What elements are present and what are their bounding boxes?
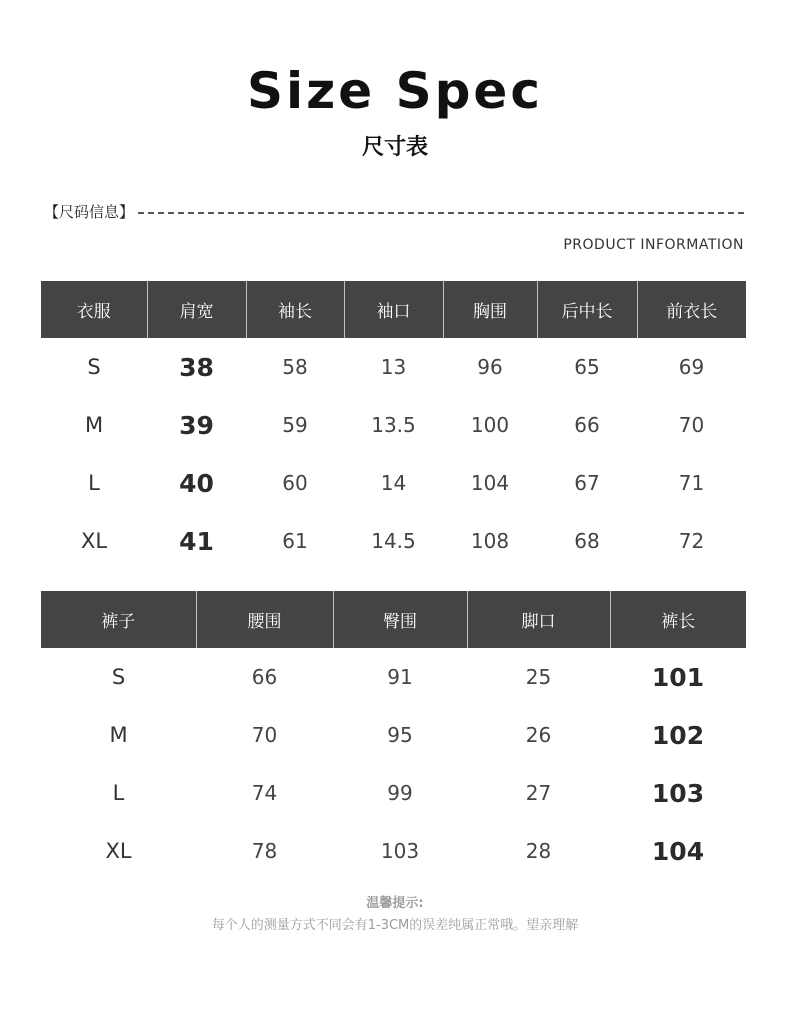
value-cell: 13 (380, 355, 407, 379)
value-cell: 66 (251, 665, 278, 689)
value-cell: 41 (179, 526, 214, 556)
header-cell: 胸围 (443, 281, 537, 338)
table-row (41, 396, 746, 454)
bottom-size-table (41, 591, 746, 880)
value-cell: 72 (678, 529, 705, 553)
table-row (41, 454, 746, 512)
value-cell: 69 (678, 355, 705, 379)
size-cell: L (88, 471, 100, 495)
header-cell: 肩宽 (147, 281, 246, 338)
header-cell: 臀围 (333, 591, 467, 648)
value-cell: 95 (387, 723, 413, 747)
value-cell: 99 (387, 781, 413, 805)
info-label: 【尺码信息】 (44, 202, 135, 221)
size-cell: M (109, 723, 128, 747)
header-cell: 后中长 (537, 281, 637, 338)
value-cell: 68 (574, 529, 600, 553)
value-cell: 96 (477, 355, 503, 379)
value-cell: 14.5 (371, 529, 416, 553)
value-cell: 103 (651, 778, 705, 808)
value-cell: 71 (678, 471, 705, 495)
size-cell: XL (105, 839, 132, 863)
value-cell: 65 (574, 355, 600, 379)
value-cell: 13.5 (371, 413, 416, 437)
value-cell: 91 (387, 665, 413, 689)
table-row (41, 338, 746, 396)
value-cell: 100 (470, 413, 510, 437)
size-cell: M (84, 413, 104, 437)
value-cell: 27 (525, 781, 552, 805)
header-cell: 裤子 (41, 591, 196, 648)
value-cell: 28 (525, 839, 552, 863)
header-cell: 裤长 (610, 591, 746, 648)
value-cell: 104 (470, 471, 510, 495)
header-cell: 前衣长 (637, 281, 746, 338)
value-cell: 67 (574, 471, 600, 495)
header-cell: 衣服 (41, 281, 147, 338)
header-cell: 腰围 (196, 591, 333, 648)
table-row (41, 764, 746, 822)
table-header-row (41, 591, 746, 648)
value-cell: 59 (282, 413, 308, 437)
header-cell: 袖长 (246, 281, 344, 338)
product-information-label: PRODUCT INFORMATION (563, 237, 744, 253)
size-cell: L (112, 781, 125, 805)
table-row (41, 512, 746, 570)
page-subtitle: 尺寸表 (361, 135, 428, 160)
value-cell: 103 (380, 839, 420, 863)
tip-title: 温馨提示: (366, 896, 424, 911)
size-cell: S (111, 665, 126, 689)
value-cell: 70 (678, 413, 705, 437)
value-cell: 61 (282, 529, 308, 553)
info-header (44, 200, 744, 222)
page-title: Size Spec (247, 62, 543, 120)
table-row (41, 822, 746, 880)
value-cell: 38 (179, 352, 214, 382)
value-cell: 70 (251, 723, 278, 747)
value-cell: 78 (251, 839, 278, 863)
table-row (41, 648, 746, 706)
dashed-divider (138, 212, 744, 214)
value-cell: 108 (470, 529, 510, 553)
value-cell: 14 (380, 471, 407, 495)
value-cell: 25 (525, 665, 552, 689)
table-row (41, 706, 746, 764)
value-cell: 74 (251, 781, 278, 805)
header-cell: 脚口 (467, 591, 610, 648)
value-cell: 58 (282, 355, 308, 379)
value-cell: 66 (574, 413, 600, 437)
size-cell: S (87, 355, 101, 379)
value-cell: 60 (282, 471, 308, 495)
top-size-table (41, 281, 746, 570)
header-cell: 袖口 (344, 281, 443, 338)
value-cell: 39 (179, 410, 214, 440)
value-cell: 40 (179, 468, 214, 498)
tip-text: 每个人的测量方式不同会有1-3CM的误差纯属正常哦。望亲理解 (211, 918, 579, 933)
value-cell: 102 (651, 720, 705, 750)
table-header-row (41, 281, 746, 338)
value-cell: 26 (525, 723, 552, 747)
value-cell: 101 (651, 662, 705, 692)
value-cell: 104 (651, 836, 705, 866)
size-cell: XL (80, 529, 108, 553)
